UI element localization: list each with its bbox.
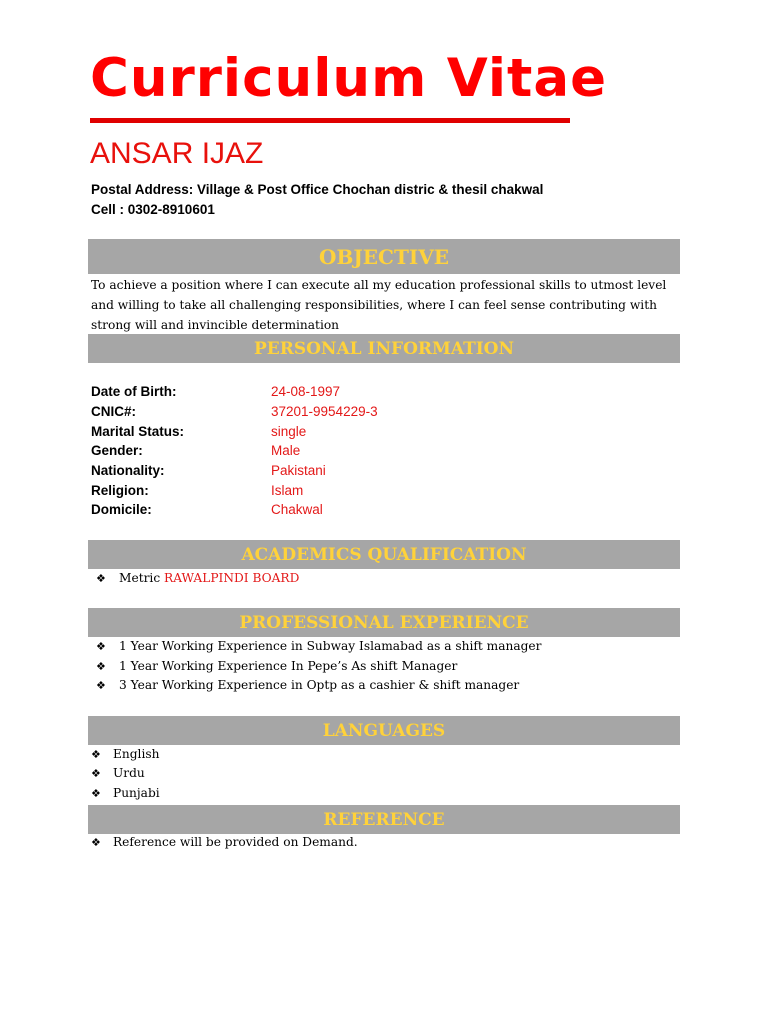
section-languages: LANGUAGES bbox=[88, 716, 680, 745]
diamond-bullet-icon: ❖ bbox=[91, 836, 101, 849]
language-item: Punjabi bbox=[113, 786, 160, 800]
reference-text: Reference will be provided on Demand. bbox=[113, 835, 358, 849]
diamond-bullet-icon: ❖ bbox=[96, 640, 106, 653]
diamond-bullet-icon: ❖ bbox=[96, 572, 106, 585]
diamond-bullet-icon: ❖ bbox=[96, 679, 106, 692]
dob-value: 24-08-1997 bbox=[271, 384, 341, 399]
academics-level: Metric bbox=[119, 571, 161, 585]
diamond-bullet-icon: ❖ bbox=[91, 748, 101, 761]
domicile-label: Domicile: bbox=[91, 502, 152, 517]
gender-value: Male bbox=[271, 443, 301, 458]
section-reference: REFERENCE bbox=[88, 805, 680, 834]
marital-status-label: Marital Status: bbox=[91, 424, 185, 439]
diamond-bullet-icon: ❖ bbox=[96, 660, 106, 673]
academics-board: RAWALPINDI BOARD bbox=[164, 571, 300, 585]
experience-item: 3 Year Working Experience in Optp as a cashier & shift manager bbox=[119, 678, 520, 692]
experience-item: 1 Year Working Experience In Pepe’s As shift Manager bbox=[119, 659, 458, 673]
marital-status-value: single bbox=[271, 424, 307, 439]
section-personal-information: PERSONAL INFORMATION bbox=[88, 334, 680, 363]
language-item: Urdu bbox=[113, 766, 145, 780]
cnic-label: CNIC#: bbox=[91, 404, 137, 419]
nationality-value: Pakistani bbox=[271, 463, 326, 478]
postal-address: Postal Address: Village & Post Office Chochan distric & thesil chakwal bbox=[91, 182, 544, 197]
cell-number: Cell : 0302-8910601 bbox=[91, 202, 215, 217]
domicile-value: Chakwal bbox=[271, 502, 323, 517]
section-professional-experience: PROFESSIONAL EXPERIENCE bbox=[88, 608, 680, 637]
religion-value: Islam bbox=[271, 483, 304, 498]
diamond-bullet-icon: ❖ bbox=[91, 787, 101, 800]
title-underline bbox=[90, 118, 570, 123]
objective-text: To achieve a position where I can execute all my education professional skills to utmost level and willing to take all challenging responsibilities, where I can feel sense contributing with strong will and invincible determination bbox=[91, 278, 667, 332]
cnic-value: 37201-9954229-3 bbox=[271, 404, 378, 419]
experience-item: 1 Year Working Experience in Subway Islamabad as a shift manager bbox=[119, 639, 542, 653]
language-item: English bbox=[113, 747, 160, 761]
dob-label: Date of Birth: bbox=[91, 384, 177, 399]
diamond-bullet-icon: ❖ bbox=[91, 767, 101, 780]
section-academics: ACADEMICS QUALIFICATION bbox=[88, 540, 680, 569]
section-objective: OBJECTIVE bbox=[88, 239, 680, 274]
academics-item bbox=[119, 572, 299, 584]
nationality-label: Nationality: bbox=[91, 463, 165, 478]
gender-label: Gender: bbox=[91, 443, 143, 458]
applicant-name: ANSAR IJAZ bbox=[90, 137, 264, 170]
religion-label: Religion: bbox=[91, 483, 149, 498]
cv-title: Curriculum Vitae bbox=[90, 48, 608, 109]
